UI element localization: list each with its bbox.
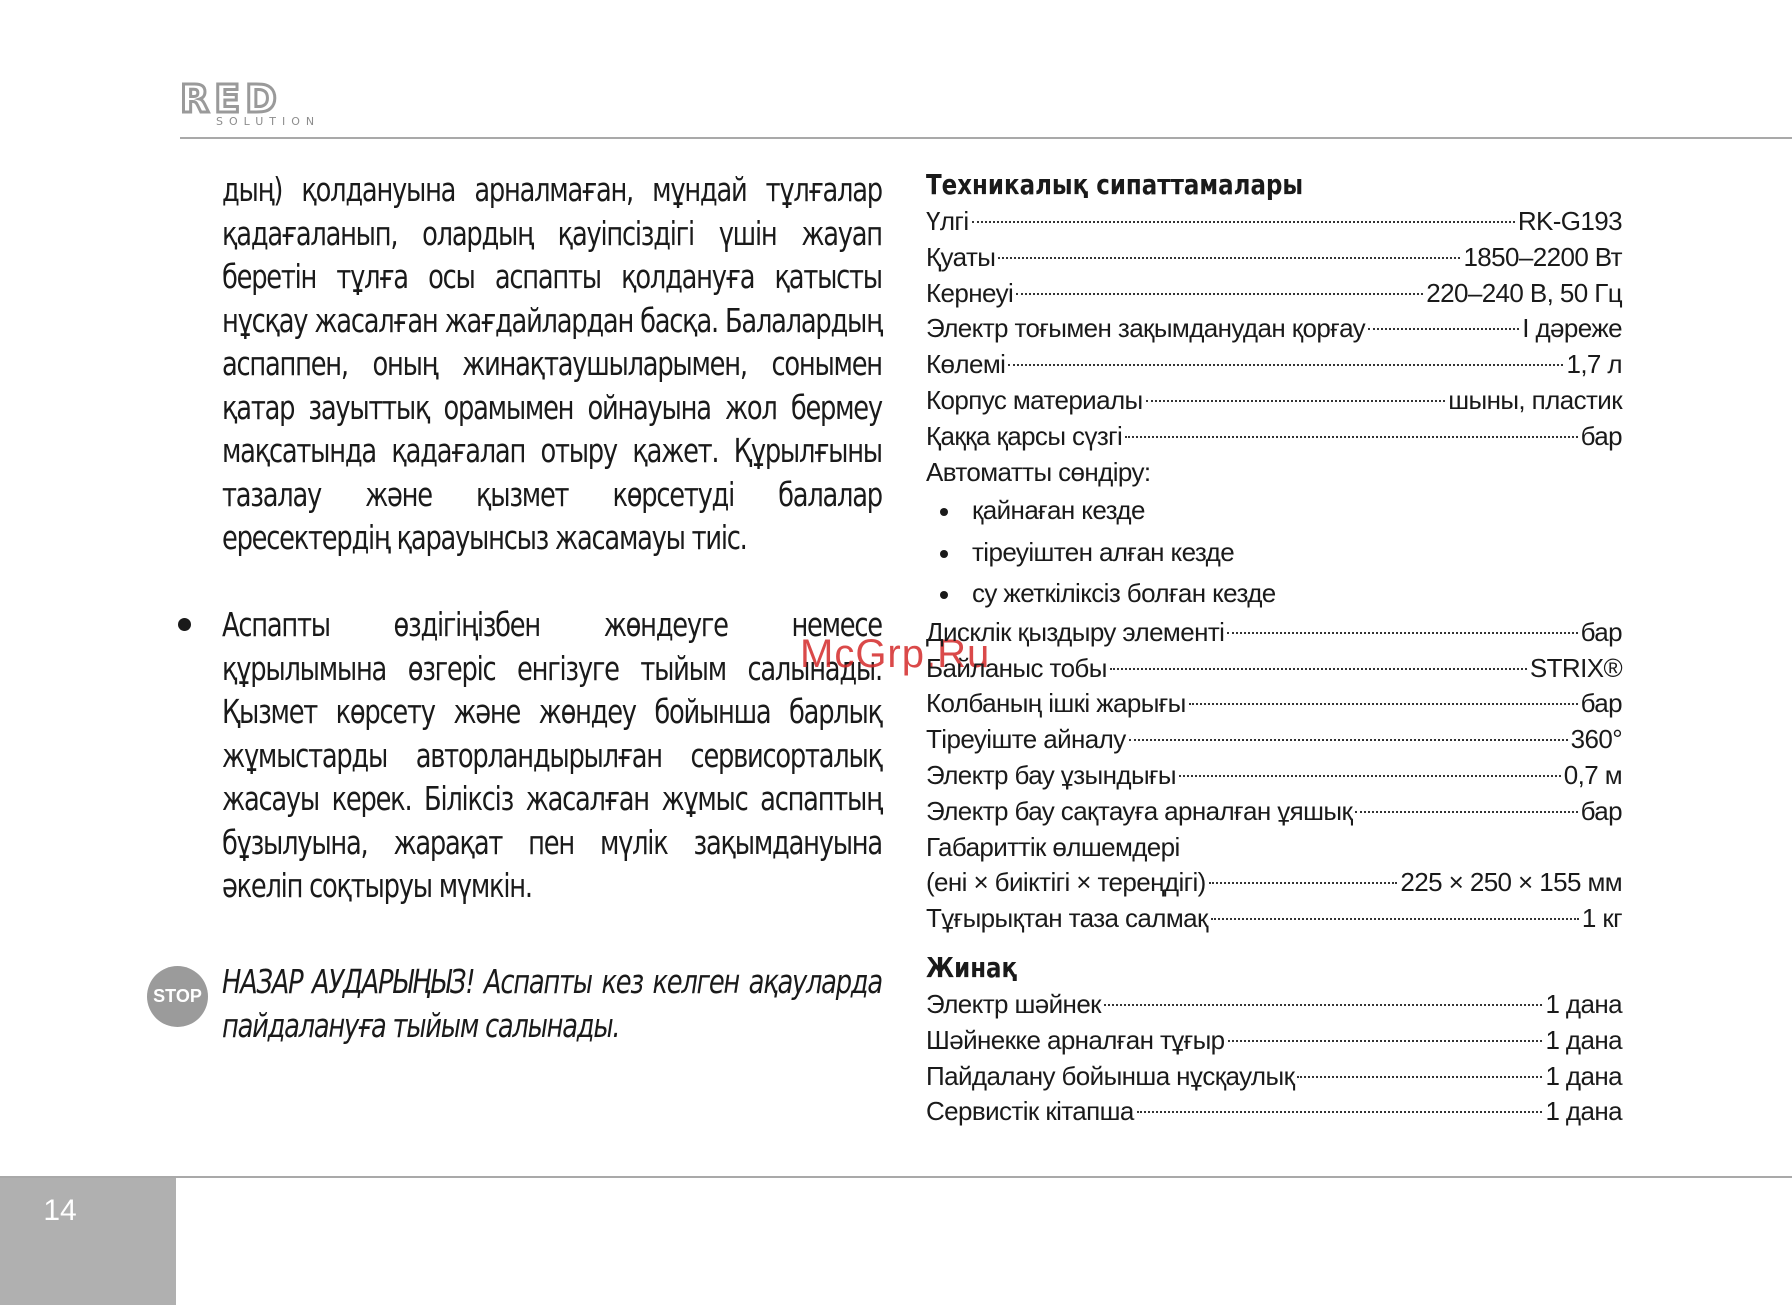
spec-row <box>926 240 1622 276</box>
specs-heading: Техникалық сипаттамалары <box>926 168 1304 201</box>
spec-row <box>926 204 1622 240</box>
spec-label: Пайдалану бойынша нұсқаулық <box>926 1060 1295 1091</box>
brand-name: RED <box>180 77 282 121</box>
spec-row <box>926 901 1622 937</box>
stop-icon: STOP <box>147 966 208 1027</box>
auto-off-list <box>926 490 1622 615</box>
spec-value: 360° <box>1570 724 1622 755</box>
spec-value: 1 дана <box>1545 989 1622 1020</box>
spec-value: 1 дана <box>1545 1096 1622 1127</box>
dot-leader <box>1008 364 1563 366</box>
spec-label: Шәйнекке арналған тұғыр <box>926 1024 1225 1055</box>
spec-label: Тіреуіште айналу <box>926 724 1126 755</box>
spec-row <box>926 311 1622 347</box>
spec-label: Электр шәйнек <box>926 989 1101 1020</box>
spec-label: Көлемі <box>926 349 1006 380</box>
spec-value: 220–240 В, 50 Гц <box>1426 277 1622 308</box>
dot-leader <box>998 257 1460 259</box>
dot-leader <box>1179 775 1561 777</box>
spec-row <box>926 383 1622 419</box>
spec-row <box>926 1094 1622 1130</box>
dot-leader <box>1209 882 1398 884</box>
dot-leader <box>1228 1040 1543 1042</box>
dot-leader <box>1297 1076 1542 1078</box>
warning-block <box>222 960 882 1047</box>
spec-label: Кернеуі <box>926 277 1014 308</box>
page-number-box <box>0 1178 176 1305</box>
spec-row <box>926 419 1622 455</box>
dot-leader <box>1129 739 1568 741</box>
spec-label: Электр тоғымен зақымданудан қорғау <box>926 313 1366 344</box>
spec-value: 0,7 м <box>1563 760 1622 791</box>
package-heading: Жинақ <box>926 951 1018 985</box>
spec-row <box>926 1059 1622 1095</box>
spec-label: Дисклік қыздыру элементі <box>926 616 1225 647</box>
spec-value: 1 дана <box>1545 1024 1622 1055</box>
spec-value: RK-G193 <box>1517 206 1622 236</box>
spec-row <box>926 865 1622 901</box>
spec-label: Электр бау ұзындығы <box>926 760 1176 791</box>
section-gap <box>926 937 1622 949</box>
dot-leader <box>1137 1111 1543 1113</box>
dot-leader <box>972 221 1515 223</box>
dot-leader <box>1368 328 1519 330</box>
safety-paragraph: дың) қолдануына арналмаған, мұндай тұлғалар қадағаланып, олардың қауіпсіздігі үшін жауап беретін тұлға осы аспапты қолдануға қатысты нұсқау жасалған жағдайлардан басқа. Балалардың аспаппен, оның жинақтаушыларымен, сонымен қатар зауыттық орамымен ойнауына жол бермеу мақсатында қадағалап отыру қажет. Құрылғыны тазалау және қызмет көрсетуді балалар ересектердің қарауынсыз жасамауы тиіс. <box>222 170 882 557</box>
spec-value: 1 дана <box>1545 1060 1622 1091</box>
spec-value: бар <box>1580 795 1622 826</box>
specs-list <box>926 204 1622 455</box>
repair-paragraph: Аспапты өздігіңізбен жөндеуге немесе құрылымына өзгеріс енгізуге тыйым салынады. Қызмет көрсету және жөндеу бойынша барлық жұмыстарды авторландырылған сервисорталық жасауы керек. Біліксіз жасалған жұмыс аспаптың бұзылуына, жарақат пен мүлік зақымдануына әкеліп соқтыруы мүмкін. <box>222 605 882 905</box>
left-column-bullet <box>222 603 882 908</box>
spec-label: (ені × биіктігі × тереңдігі) <box>926 867 1206 898</box>
spec-value: бар <box>1580 616 1622 647</box>
warning-text: НАЗАР АУДАРЫҢЫЗ! Аспапты кез келген ақауларда пайдалануға тыйым салынады. <box>222 962 882 1045</box>
spec-label: Қуаты <box>926 241 996 272</box>
auto-off-item: су жеткіліксіз болған кезде <box>926 573 1622 615</box>
specs-column <box>926 166 1622 1130</box>
spec-label: Үлгі <box>926 206 969 236</box>
auto-off-item: тіреуіштен алған кезде <box>926 532 1622 574</box>
spec-value: STRIX® <box>1529 652 1622 683</box>
package-list <box>926 987 1622 1130</box>
spec-value: шыны, пластик <box>1448 384 1622 415</box>
dimensions-title: Габариттік өлшемдері <box>926 831 1180 862</box>
spec-label: Корпус материалы <box>926 384 1143 415</box>
spec-value: 225 × 250 × 155 мм <box>1400 867 1622 898</box>
dot-leader <box>1125 436 1577 438</box>
watermark: McGrp.Ru <box>800 632 991 676</box>
spec-row <box>926 651 1622 687</box>
left-column <box>222 168 882 560</box>
dot-leader <box>1189 703 1578 705</box>
dot-leader <box>1146 400 1446 402</box>
specs-list <box>926 615 1622 830</box>
spec-label: Сервистік кітапша <box>926 1096 1134 1127</box>
bullet-icon <box>178 618 191 631</box>
spec-row <box>926 276 1622 312</box>
spec-value: I дәреже <box>1522 313 1622 344</box>
dot-leader <box>1110 668 1527 670</box>
dot-leader <box>1211 918 1579 920</box>
brand-tagline: SOLUTION <box>216 115 321 128</box>
spec-value: 1850–2200 Вт <box>1463 241 1622 272</box>
spec-value: бар <box>1580 420 1622 451</box>
spec-row <box>926 794 1622 830</box>
spec-row <box>926 347 1622 383</box>
dot-leader <box>1355 811 1577 813</box>
dot-leader <box>1104 1004 1543 1006</box>
spec-value: 1 кг <box>1581 903 1622 934</box>
auto-off-item: қайнаған кезде <box>926 490 1622 532</box>
footer-divider <box>0 1176 1792 1178</box>
spec-row <box>926 722 1622 758</box>
header-divider <box>180 137 1792 139</box>
brand-logo <box>180 77 330 130</box>
spec-label: Колбаның ішкі жарығы <box>926 688 1186 719</box>
spec-value: бар <box>1580 688 1622 719</box>
page-number: 14 <box>43 1194 77 1227</box>
spec-row <box>926 615 1622 651</box>
spec-label: Байланыс тобы <box>926 652 1107 683</box>
spec-row <box>926 686 1622 722</box>
spec-label: Тұғырықтан таза салмақ <box>926 903 1208 934</box>
spec-row <box>926 987 1622 1023</box>
spec-row <box>926 1023 1622 1059</box>
spec-value: 1,7 л <box>1566 349 1622 380</box>
dot-leader <box>1227 632 1577 634</box>
spec-row <box>926 758 1622 794</box>
auto-off-title: Автоматты сөндіру: <box>926 456 1151 487</box>
spec-label: Қаққа қарсы сүзгі <box>926 420 1123 451</box>
specs-list <box>926 865 1622 937</box>
spec-label: Электр бау сақтауға арналған ұяшық <box>926 795 1353 826</box>
dot-leader <box>1016 293 1423 295</box>
